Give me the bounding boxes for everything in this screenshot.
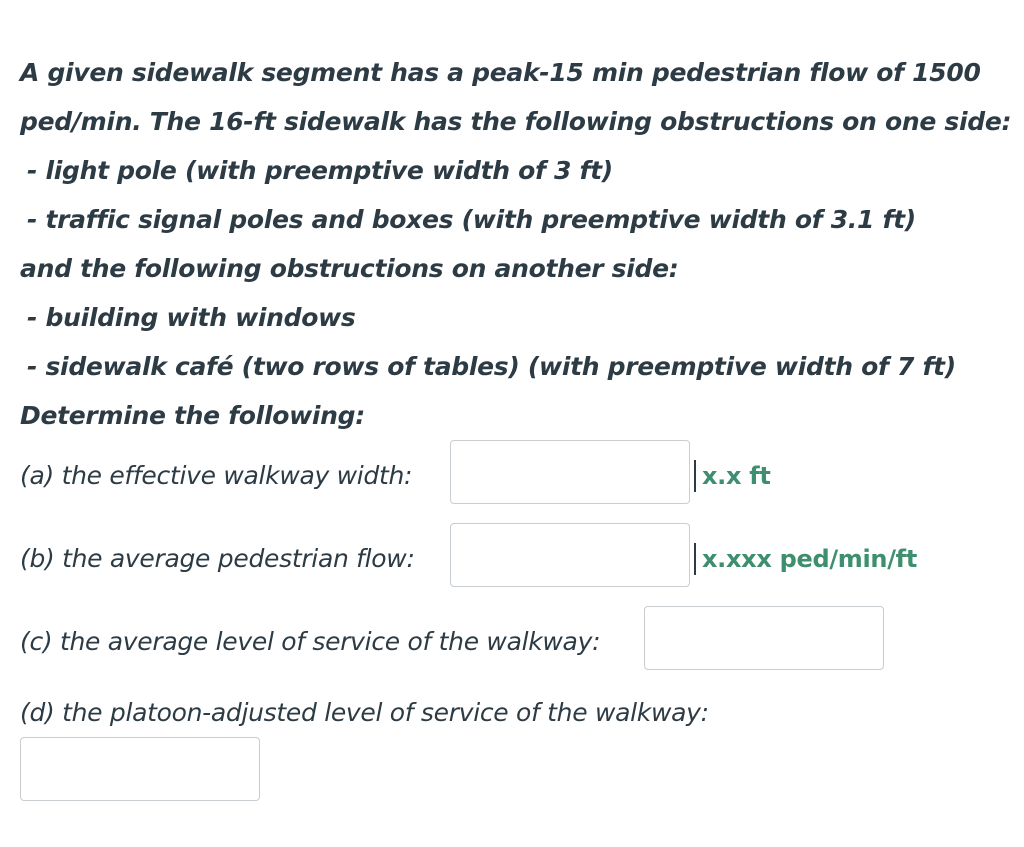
question-line-4: - traffic signal poles and boxes (with preemptive width of 3.1 ft) [27, 205, 916, 234]
part-b-label: (b) the average pedestrian flow: [20, 544, 415, 573]
part-c-answer-input[interactable] [644, 606, 884, 670]
part-a-unit-label: x.x ft [694, 460, 771, 492]
part-b-answer-input[interactable] [450, 523, 690, 587]
part-a-answer-input[interactable] [450, 440, 690, 504]
part-c-label: (c) the average level of service of the walkway: [20, 627, 601, 656]
part-b-unit-label: x.xxx ped/min/ft [694, 543, 917, 575]
question-line-3: - light pole (with preemptive width of 3 ft) [27, 156, 613, 185]
question-line-7: - sidewalk café (two rows of tables) (with preemptive width of 7 ft) [27, 352, 956, 381]
question-line-2: ped/min. The 16-ft sidewalk has the following obstructions on one side: [20, 107, 1012, 136]
part-d-label: (d) the platoon-adjusted level of service of the walkway: [20, 698, 709, 727]
question-line-8: Determine the following: [20, 401, 365, 430]
part-d-answer-input[interactable] [20, 737, 260, 801]
question-line-1: A given sidewalk segment has a peak-15 min pedestrian flow of 1500 [20, 58, 981, 87]
part-a-label: (a) the effective walkway width: [20, 461, 413, 490]
question-line-6: - building with windows [27, 303, 356, 332]
question-line-5: and the following obstructions on another side: [20, 254, 679, 283]
